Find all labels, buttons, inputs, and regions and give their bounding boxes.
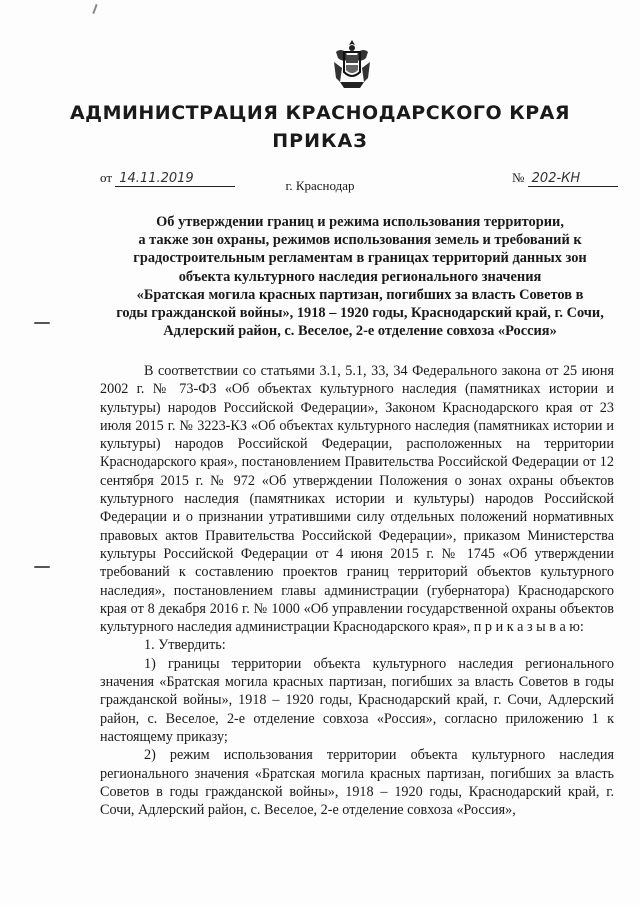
title-line: годы гражданской войны», 1918 – 1920 годы, Краснодарский край, г. Сочи, [116,305,604,322]
preamble-paragraph: В соответствии со статьями 3.1, 5.1, 33, 34 Федерального закона от 25 июня 2002 г. № 73-ФЗ «Об объектах культурного наследия (памятниках истории и культуры) народов Российской Федерации», Законом Краснодарского края от 23 июля 2015 г. № 3223-КЗ «Об объектах культурного наследия (памятниках истории и культуры) народов Российской Федерации, расположенных на территории Краснодарского края», постановлением Правительства Российской Федерации от 12 сентября 2015 г. № 972 «Об утверждении Положения о зонах охраны объектов культурного наследия (памятниках истории и культуры) народов Российской Федерации и о признании утратившими силу отдельных положений нормативных правовых актов Правительства Российской Федерации», приказом Министерства культуры Российской Федерации от 4 июня 2015 г. № 1745 «Об утверждении требований к составлению проектов границ территорий объектов культурного наследия», постановлением главы администрации (губернатора) Краснодарского края от 8 декабря 2016 г. № 1000 «Об управлении государственной охраны объектов культурного наследия администрации Краснодарского края», п р и к а з ы в а ю: [100,363,614,636]
title-line: Об утверждении границ и режима использования территории, [156,214,564,230]
date-value: 14.11.2019 [115,171,235,187]
title-line: а также зон охраны, режимов использования земель и требований к [138,232,582,249]
organization-name: АДМИНИСТРАЦИЯ КРАСНОДАРСКОГО КРАЯ [69,102,571,124]
margin-mark [34,322,50,324]
document-title [100,213,620,340]
document-body [100,362,614,819]
coat-of-arms-icon [330,38,374,90]
document-type: ПРИКАЗ [272,130,368,152]
title-line: градостроительным регламентам в границах территорий данных зон [133,250,587,267]
number-value: 202-КН [528,171,618,187]
number-prefix: № [512,170,525,185]
title-line: Адлерский район, с. Веселое, 2-е отделение совхоза «Россия» [163,323,557,340]
item-1-2: 2) режим использования территории объекта культурного наследия регионального значения «Братская могила красных партизан, погибших за власть Советов в годы гражданской войны», 1918 – 1920 годы, Краснодарский край, г. Сочи, Адлерский район, с. Веселое, 2-е отделение совхоза «Россия», [100,747,614,819]
item-1: 1. Утвердить: [144,637,226,654]
city: г. Краснодар [285,178,355,193]
item-1-1: 1) границы территории объекта культурного наследия регионального значения «Братская могила красных партизан, погибших за власть Советов в годы гражданской войны», 1918 – 1920 годы, Краснодарский край, г. Сочи, Адлерский район, с. Веселое, 2-е отделение совхоза «Россия», согласно приложению 1 к настоящему приказу; [100,655,614,745]
title-line: «Братская могила красных партизан, погибших за власть Советов в [136,286,584,303]
scan-mark [92,4,97,14]
margin-mark [34,566,50,568]
title-line: объекта культурного наследия регионального значения [178,268,542,285]
date-prefix: от [100,170,113,185]
